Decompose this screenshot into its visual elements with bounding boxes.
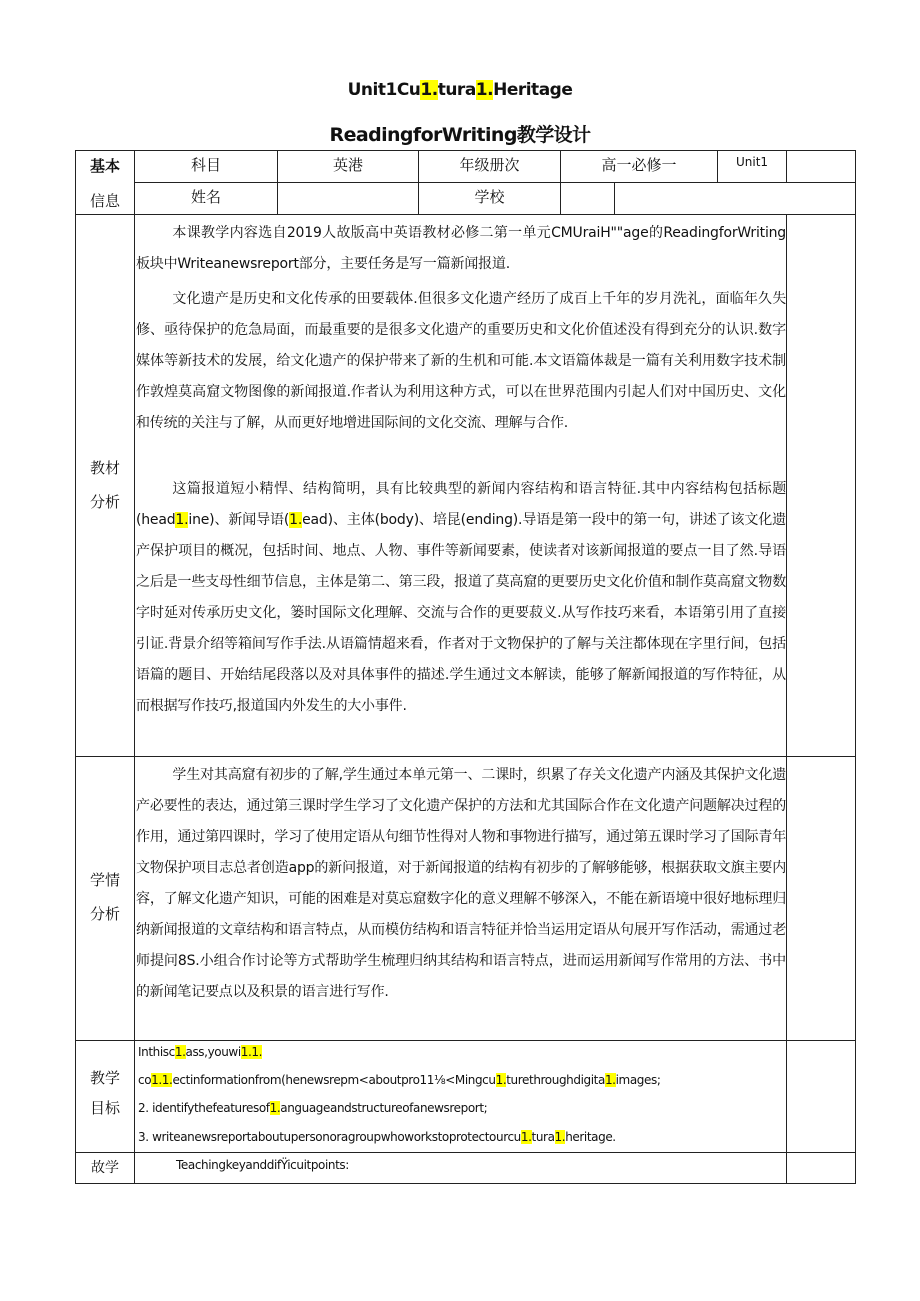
material-paragraph-1: 本课教学内容选自2019人故版高中英语教材必修二第一单元CMUraiH""age的ReadingforWriting板块中Writeanewsreport部分，主要任务是写一篇新闻报道. [136,225,786,272]
objective-intro: Inthisc1.ass,youwi1.1. [138,1045,263,1059]
table-border-top [75,150,856,151]
material-paragraph-3: 这篇报道短小精悍、结构简明，具有比较典型的新闻内容结构和语言特征.其中内容结构包括标题(head1.ine)、新闻导语(1.ead)、主体(body)、培昆(ending).导语是第一段中的第一句，讲述了该文化遗产保护项目的概况，包括时间、地点、人物、事件等新闻要素，使读者对该新闻报道的要点一目了然.导语之后是一些支母性细节信息，主体是第二、第三段，报道了莫高窟的更要历史文化价值和制作莫高窟文物数字时延对传承历史文化，篓时国际文化理解、交流与合作的更要菽义.从写作技巧来看，本语第引用了直接引证.背景介绍等箱间写作手法.从语篇情超来看，作者对于文物保护的了解与关注都体现在字里行间，包括语篇的题目、开始结尾段落以及对具体事件的描述.学生通过文本解读，能够了解新闻报道的写作特征，从而根据写作技巧,报道国内外发生的大小事件. [136,481,786,714]
col-divider-label [134,150,135,1184]
table-border-right [855,150,856,1184]
cell-name-label: 姓名 [190,188,221,206]
cell-subject-label: 科目 [190,156,221,174]
cell-school-label: 学校 [474,188,505,206]
right-col-divider [786,214,787,1184]
objective-3: 3. writeanewsreportaboutupersonoragroupwhoworkstoprotectourcu1.tura1.heritage. [138,1130,616,1144]
row1-col6 [786,150,787,183]
row2-col2 [277,182,278,215]
basic-row-divider [134,182,855,183]
key-points-label: 故学 [91,1160,119,1176]
title-line1: Unit1Cu1.tura1.Heritage [347,80,573,100]
section-divider-material [75,756,856,757]
objective-2: 2. identifythefeaturesof1.anguageandstructureofanewsreport; [138,1101,488,1115]
section-divider-objectives [75,1152,856,1153]
cell-grade-value: 高一必修一 [601,156,677,174]
cell-grade-label: 年级册次 [459,156,520,174]
table-border-left [75,150,76,1184]
objective-1: co1.1.ectinformationfrom(henewsrepm<aboutpro11⅛<Mingcu1.turethroughdigita1.images; [138,1073,661,1087]
table-border-bottom [75,1183,856,1184]
section-divider-learner [75,1040,856,1041]
learner-paragraph: 学生对其高窟有初步的了解,学生通过本单元第一、二课时，织累了存关文化遗产内涵及其保护文化遗产必要性的表达，通过第三课时学生学习了文化遗产保护的方法和尤其国际合作在文化遗产问题解决过程的作用，通过第四课时，学习了使用定语从句细节性得对人物和事物进行描写，通过第五课时学习了国际青年文物保护项目志总者创造app的新问报道，对于新闻报道的结构有初步的了解够能够，根据获取文旗主要内容，了解文化遗产知识，可能的困难是对莫忘窟数字化的意义理解不够深入，不能在新语境中很好地标理归纳新闻报道的文章结构和语言特点，从而模仿结构和语言特征并恰当运用定语从句展开写作活动，需通过老师提问8S.小组合作讨论等方式帮助学生梳理归纳其结构和语言特点，进而运用新闻写作常用的方法、书中的新闻笔记要点以及积景的语言进行写作. [136,767,786,1000]
basic-info-label-top: 基本 [89,157,120,175]
basic-bottom [75,214,856,215]
cell-unit-value: Unit1 [735,155,769,169]
row2-col5 [614,182,615,215]
material-paragraph-2: 文化遗产是历史和文化传承的田要载体.但很多文化遗产经历了成百上千年的岁月洗礼，面临年久失修、亟待保护的危急局面，而最重要的是很多文化遗产的重要历史和文化价值述没有得到充分的认识.数字媒体等新技术的发展，给文化遗产的保护带来了新的生机和可能.本文语篇体裁是一篇有关利用数字技术制作敦煌莫高窟文物图像的新闻报道.作者认为利用这种方式，可以在世界范围内引起人们对中国历史、文化和传统的关注与了解，从而更好地增进国际间的文化交流、理解与合作. [136,291,786,431]
cell-subject-value: 英港 [332,156,363,174]
objectives-label: 教学 目标 [89,1069,120,1117]
basic-info-label-bottom: 信息 [89,192,120,210]
row2-col4 [560,182,561,215]
title-line2: ReadingforWriting教学设计 [329,124,591,146]
key-points-text: TeachingkeyanddifŸicuitpoints: [176,1158,349,1172]
material-label: 教材 分析 [89,459,120,511]
learner-label: 学情 分析 [89,871,120,923]
